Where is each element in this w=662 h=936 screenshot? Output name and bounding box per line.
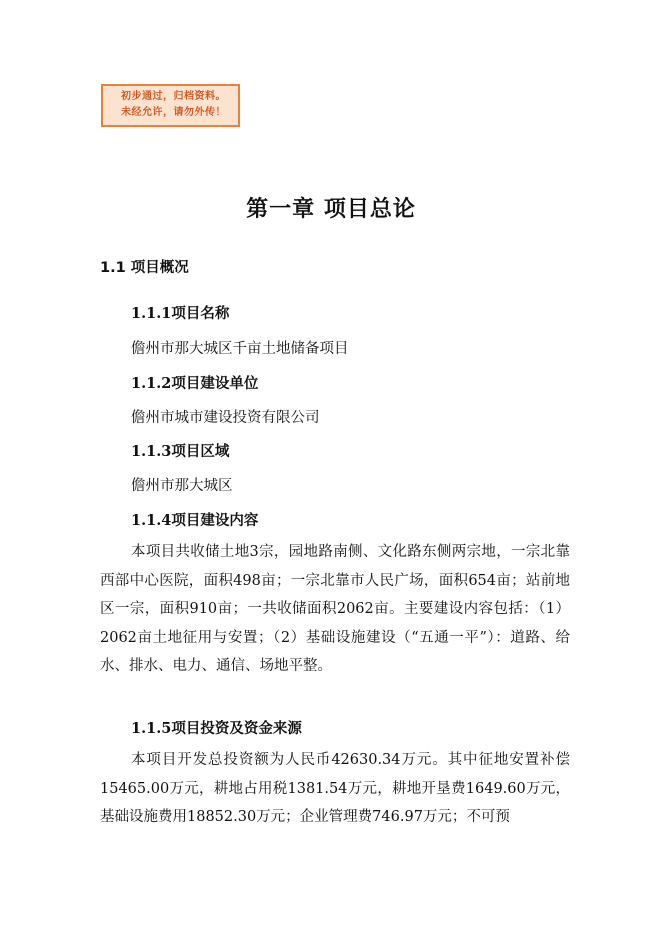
chapter-title: 第一章 项目总论 [246, 196, 416, 222]
stamp-line-2: 未经允许，请勿外传！ [121, 107, 226, 118]
item-heading-investment: 1.1.5项目投资及资金来源 [131, 720, 302, 737]
section-heading: 1.1 项目概况 [100, 260, 189, 276]
item-text-investment: 本项目开发总投资额为人民币42630.34万元。其中征地安置补偿15465.00万元，耕地占用税1381.54万元，耕地开垦费1649.60万元，基础设施费用18852.30万元；企业管理费746.97万元；不可预 [100, 752, 570, 825]
item-heading-project-area: 1.1.3项目区域 [131, 443, 230, 460]
item-text-construction-unit: 儋州市城市建设投资有限公司 [131, 410, 320, 426]
approval-stamp [101, 84, 240, 127]
item-heading-construction-unit: 1.1.2项目建设单位 [131, 375, 259, 392]
stamp-line-1: 初步通过，归档资料。 [121, 91, 226, 102]
item-heading-construction-content: 1.1.4项目建设内容 [131, 512, 259, 529]
item-text-project-name: 儋州市那大城区千亩土地储备项目 [131, 341, 349, 357]
item-text-construction-content: 本项目共收储土地3宗，园地路南侧、文化路东侧两宗地，一宗北靠西部中心医院，面积498亩；一宗北靠市人民广场，面积654亩；站前地区一宗，面积910亩；一共收储面积2062亩。主要建设内容包括：（1）2062亩土地征用与安置；（2）基础设施建设（“五通一平”）：道路、给水、排水、电力、通信、场地平整。 [100, 544, 570, 674]
item-heading-project-name: 1.1.1项目名称 [131, 305, 230, 322]
item-text-project-area: 儋州市那大城区 [131, 478, 233, 494]
